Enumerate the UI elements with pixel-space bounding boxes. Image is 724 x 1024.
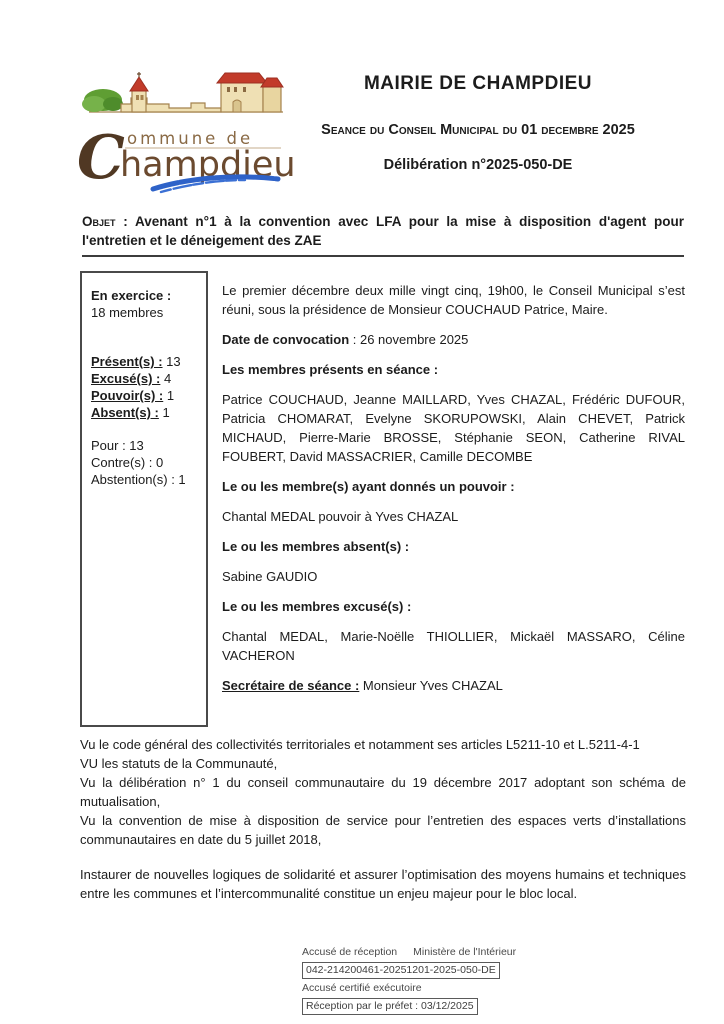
enjeu-paragraph: Instaurer de nouvelles logiques de solidarité et assurer l’optimisation des moyens humains et techniques entre les communes et l’intercommunalité constitue un enjeu majeur pour le bloc local. [80,867,686,901]
excuses-row [91,370,198,387]
pouvoirs-row [91,387,198,404]
vote-pour: Pour : 13 [91,438,144,453]
objet-label: Objet : [82,214,128,229]
session-details [222,270,685,706]
spacer [91,421,198,437]
absents-value: 1 [158,405,170,420]
convocation-value: : 26 novembre 2025 [349,332,469,347]
logo-initial-c: C [77,123,125,193]
village-illustration [73,70,297,198]
vu-line: Vu le code général des collectivités territoriales et notamment ses articles L5211-10 et L.5211-4-1 [80,737,640,752]
stamp-code: 042-214200461-20251201-2025-050-DE [302,962,500,979]
presents-label: Présent(s) : [91,354,163,369]
commune-logo [73,70,297,198]
excuses-label: Excusé(s) : [91,371,161,386]
excused-members-label: Le ou les membres excusé(s) : [222,599,412,614]
vote-abstention: Abstention(s) : 1 [91,472,186,487]
prefecture-reception-stamp [302,946,516,1018]
page-title: MAIRIE DE CHAMPDIEU [363,73,592,94]
present-members-label: Les membres présents en séance : [222,362,439,377]
secretary-line [222,676,685,695]
absents-row [91,404,198,421]
priory-building-icon [217,73,283,112]
absent-members-list: Sabine GAUDIO [222,569,318,584]
objet-text: Avenant n°1 à la convention avec LFA pour la mise à disposition d'agent pour l'entretien et le déneigement des ZAE [82,214,684,248]
session-subtitle: Seance du Conseil Municipal du 01 decembre 2025 [321,122,635,138]
vote-summary-box [80,271,208,727]
present-members-list: Patrice COUCHAUD, Jeanne MAILLARD, Yves CHAZAL, Frédéric DUFOUR, Patricia CHOMARAT, Evelyne SKORUPOWSKI, Alain CHEVET, Patrick MICHAUD, Pierre-Marie BROSSE, Stéphanie SEON, Catherine RIVAL FOUBERT, David MASSACRIER, Camille DECOMBE [222,392,685,464]
en-exercice-value: 18 membres [91,305,164,320]
church-tower-icon [130,72,148,112]
stamp-reception-label: Accusé de réception [302,946,398,958]
presents-row [91,353,198,370]
stamp-ministry-label: Ministère de l'Intérieur [413,946,517,958]
stamp-prefet-date: Réception par le préfet : 03/12/2025 [302,998,478,1015]
excuses-value: 4 [160,371,172,386]
vu-line: Vu la convention de mise à disposition de service pour l’entretien des espaces verts d’installations communautaires en date du 5 juillet 2018, [80,813,686,847]
en-exercice-label: En exercice : [91,288,172,303]
pouvoir-label: Le ou les membre(s) ayant donnés un pouvoir : [222,479,515,494]
absent-members-label: Le ou les membres absent(s) : [222,539,410,554]
excused-members-list: Chantal MEDAL, Marie-Noëlle THIOLLIER, Mickaël MASSARO, Céline VACHERON [222,629,685,663]
pouvoirs-label: Pouvoir(s) : [91,388,164,403]
document-header [295,73,661,173]
pouvoir-list: Chantal MEDAL pouvoir à Yves CHAZAL [222,509,459,524]
absents-label: Absent(s) : [91,405,159,420]
presents-value: 13 [162,354,181,369]
tree-icon [82,89,123,112]
vote-contre: Contre(s) : 0 [91,455,164,470]
secretary-label: Secrétaire de séance : [222,678,360,693]
session-intro: Le premier décembre deux mille vingt cinq, 19h00, le Conseil Municipal s’est réuni, sous la présidence de Monsieur COUCHAUD Patrice, Maire. [222,283,685,317]
secretary-value: Monsieur Yves CHAZAL [359,678,503,693]
stamp-header-row [302,946,516,959]
convocation-line [222,330,685,349]
legal-references [80,735,686,903]
vu-line: VU les statuts de la Communauté, [80,756,278,771]
convocation-label: Date de convocation [222,332,350,347]
logo-word-commune-de: ommune de [127,129,254,148]
deliberation-number: Délibération n°2025-050-DE [383,157,573,173]
objet-heading [82,212,684,257]
logo-word-champdieu: hampdieu [120,145,296,185]
stamp-executoire-label: Accusé certifié exécutoire [302,982,422,994]
pouvoirs-value: 1 [163,388,175,403]
vu-line: Vu la délibération n° 1 du conseil communautaire du 19 décembre 2017 adoptant son schéma de mutualisation, [80,775,686,809]
spacer [91,321,198,353]
